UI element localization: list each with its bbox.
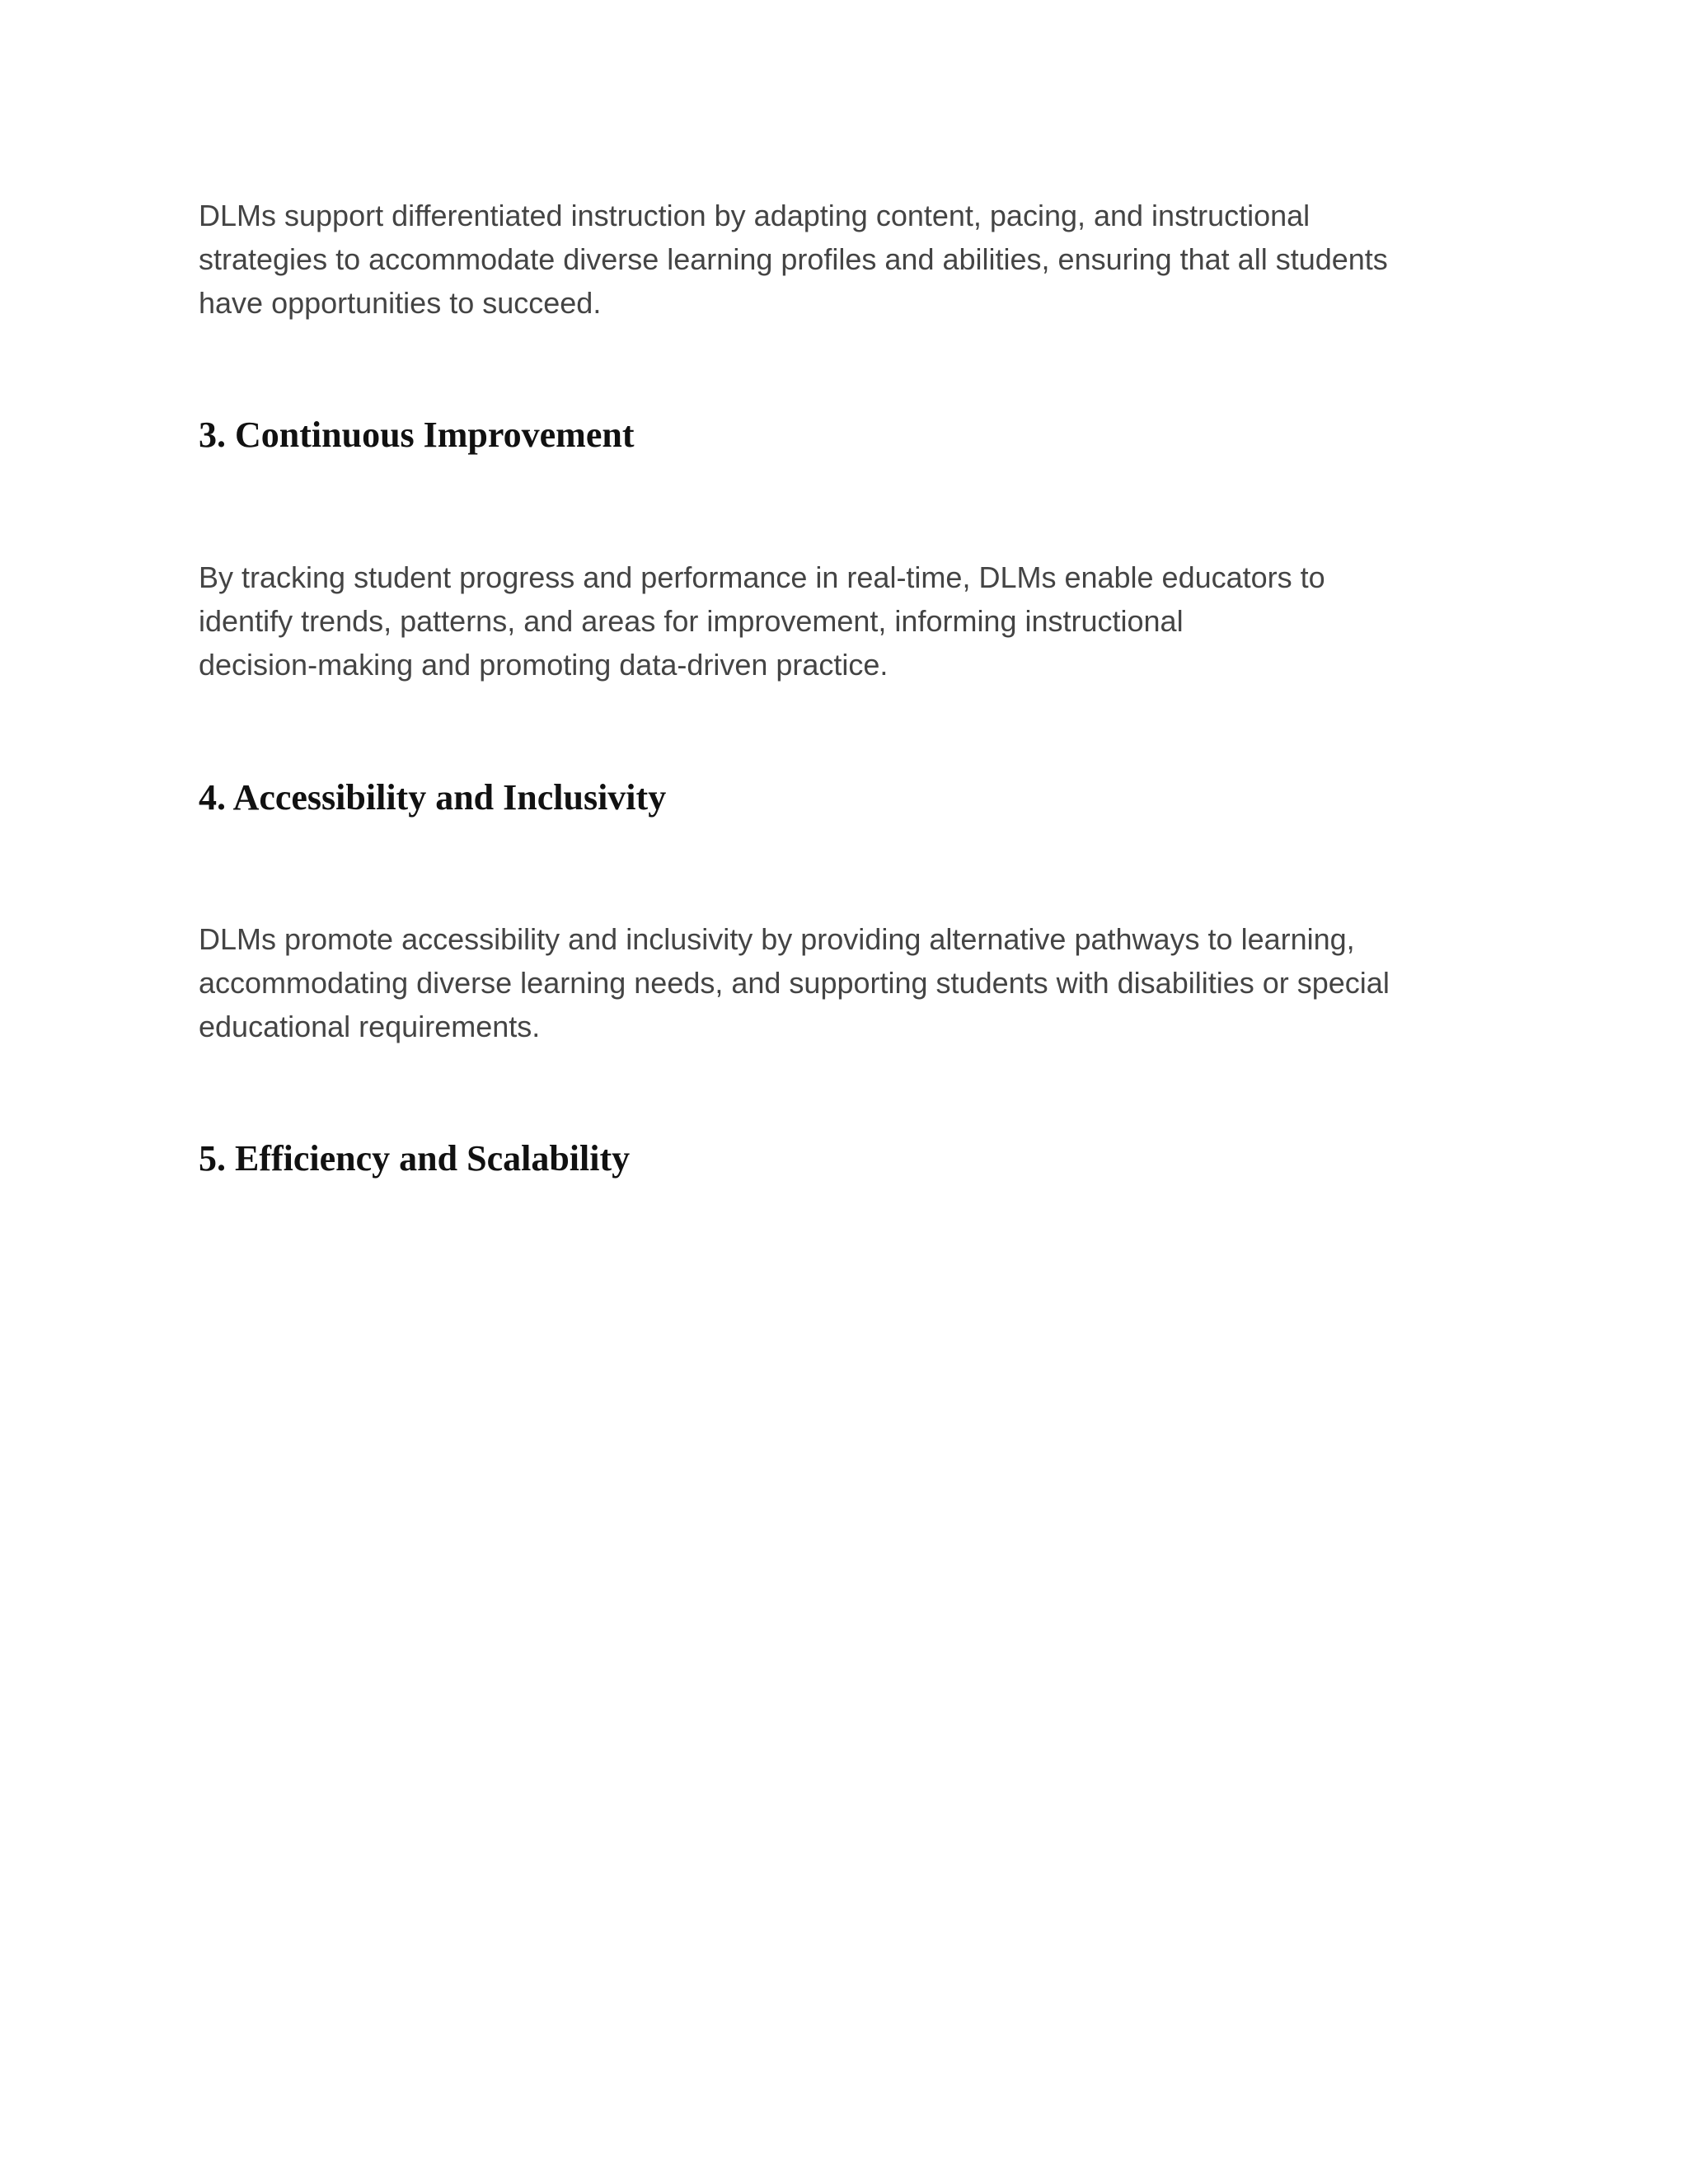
text-line: have opportunities to succeed. [199,286,602,320]
heading-accessibility-inclusivity: 4. Accessibility and Inclusivity [199,777,667,818]
text-line: educational requirements. [199,1010,541,1043]
text-line: accommodating diverse learning needs, and supporting students with disabilities or special [199,966,1390,1000]
text-line: DLMs promote accessibility and inclusivity by providing alternative pathways to learning, [199,922,1355,956]
text-line: strategies to accommodate diverse learning profiles and abilities, ensuring that all students [199,242,1388,276]
paragraph-continuous-improvement [199,555,1501,687]
paragraph-accessibility-inclusivity [199,917,1501,1048]
heading-efficiency-scalability: 5. Efficiency and Scalability [199,1138,631,1179]
text-line: decision-making and promoting data-driven practice. [199,648,889,682]
paragraph-differentiated-instruction [199,194,1501,325]
heading-continuous-improvement: 3. Continuous Improvement [199,415,635,455]
text-line: By tracking student progress and performance in real-time, DLMs enable educators to [199,560,1325,594]
text-line: DLMs support differentiated instruction by adapting content, pacing, and instructional [199,199,1311,232]
text-line: identify trends, patterns, and areas for improvement, informing instructional [199,604,1184,638]
